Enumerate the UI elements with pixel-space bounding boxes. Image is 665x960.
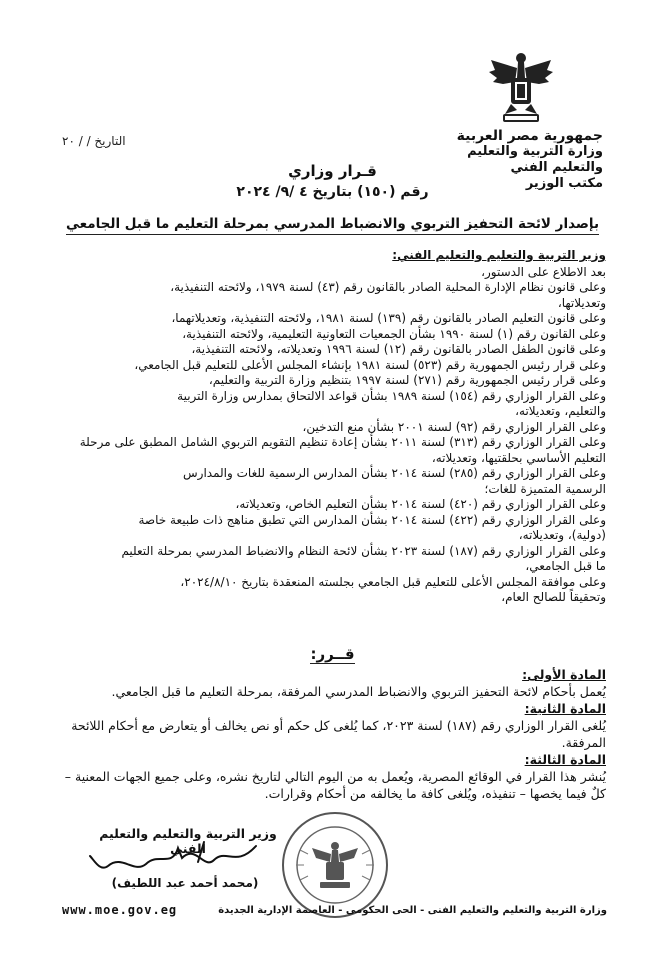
preamble (58, 248, 606, 606)
preamble-line: وتعديلاتها، (557, 295, 606, 310)
article-text: يُعمل بأحكام لائحة التحفيز التربوي والانضباط المدرسي المرفقة، بمرحلة التعليم ما قبل الجامعي. (111, 684, 606, 699)
preamble-line: وعلى القرار الوزاري رقم (١٥٤) لسنة ١٩٨٩ بشأن قواعد الالتحاق بمدارس وزارة التربية (177, 388, 606, 403)
article-text: يُلغى القرار الوزاري رقم (١٨٧) لسنة ٢٠٢٣، كما يُلغى كل حكم أو نص يخالف أو يتعارض مع أحكام اللائحة المرفقة. (71, 718, 606, 750)
preamble-line: وعلى القرار الوزاري رقم (١٨٧) لسنة ٢٠٢٣ بشأن لائحة النظام والانضباط المدرسي بمرحلة التعليم (121, 543, 606, 558)
preamble-line: وعلى قانون نظام الإدارة المحلية الصادر بالقانون رقم (٤٣) لسنة ١٩٧٩، ولائحته التنفيذية، (170, 280, 606, 294)
preamble-line: الرسمية المتميزة للغات؛ (484, 481, 606, 496)
ministry-website: www.moe.gov.eg (62, 903, 178, 917)
preamble-line: وعلى قرار رئيس الجمهورية رقم (٥٢٣) لسنة ١٩٨١ بإنشاء المجلس الأعلى للتعليم قبل الجامعي، (134, 357, 606, 372)
signer-title: وزير التربية والتعليم والتعليم الفني (99, 826, 277, 856)
preamble-line: وعلى القرار الوزاري رقم (٤٢٠) لسنة ٢٠١٤ بشأن التعليم الخاص، وتعديلاته، (235, 497, 606, 511)
decree-title: قـرار وزاري (288, 162, 377, 180)
decree-subject-text: بإصدار لائحة التحفيز التربوي والانضباط المدرسي بمرحلة التعليم ما قبل الجامعي (66, 216, 599, 235)
preamble-line: بعد الاطلاع على الدستور، (481, 264, 606, 279)
date-field: التاريخ / / ٢٠ (62, 134, 126, 148)
preamble-line: (دولية)، وتعديلاته، (518, 528, 606, 542)
preamble-line: والتعليم، وتعديلاته، (515, 404, 606, 418)
handwritten-signature-icon (86, 838, 266, 878)
decree-number-line: رقم (١٥٠) بتاريخ ٤ /٩/ ٢٠٢٤ (236, 184, 429, 200)
article-title: المادة الأولى: (522, 667, 606, 682)
article-title: المادة الثالثة: (524, 752, 606, 767)
office-name: مكتب الوزير (525, 176, 603, 191)
article-title: المادة الثانية: (524, 701, 606, 716)
egypt-eagle-emblem-icon (487, 48, 555, 126)
preamble-line: وعلى قرار رئيس الجمهورية رقم (٢٧١) لسنة ١٩٩٧ بتنظيم وزارة التربية والتعليم، (208, 373, 606, 387)
ministry-name: وزارة التربية والتعليم والتعليم الفني (467, 144, 603, 175)
decree-subject (0, 216, 665, 232)
preamble-line: وعلى القرار الوزاري رقم (٣١٣) لسنة ٢٠١١ بشأن إعادة تنظيم التقويم التربوي الشامل المطبق على مرحلة (79, 435, 606, 449)
decides-heading (0, 645, 665, 663)
preamble-line: وعلى القانون رقم (١) لسنة ١٩٩٠ بشأن الجمعيات التعاونية التعليمية، ولائحته التنفيذية، (182, 326, 606, 341)
preamble-line: التعليم الأساسي بحلقتيها، وتعديلاته، (431, 450, 606, 465)
official-seal-icon (280, 810, 390, 920)
preamble-line: وعلى قانون التعليم الصادر بالقانون رقم (١٣٩) لسنة ١٩٨١، ولائحته التنفيذية، وتعديلاتهما، (171, 311, 606, 325)
preamble-line: ما قبل الجامعي، (525, 559, 606, 573)
preamble-line: وتحقيقاً للصالح العام، (501, 590, 606, 604)
decides-text: قــرر: (310, 645, 355, 663)
signer-name: (محمد أحمد عبد اللطيف) (111, 876, 259, 890)
preamble-line: وعلى القرار الوزاري رقم (٤٢٢) لسنة ٢٠١٤ بشأن المدارس التي تطبق مناهج ذات طبيعة خاصة (138, 512, 606, 527)
ministry-header (428, 128, 603, 192)
preamble-line: وعلى القرار الوزاري رقم (٢٨٥) لسنة ٢٠١٤ بشأن المدارس الرسمية للغات والمدارس (183, 466, 606, 480)
preamble-line: وعلى القرار الوزاري رقم (٩٢) لسنة ٢٠٠١ بشأن منع التدخين، (302, 419, 606, 434)
article-text: يُنشر هذا القرار في الوقائع المصرية، ويُعمل به من اليوم التالي لتاريخ نشره، وعلى جميع الجهات المعنية – كلٌ فيما يخصها – تنفيذه، ويُلغى كافة ما يخالفه من أحكام وقرارات. (64, 769, 606, 801)
preamble-line: وعلى قانون الطفل الصادر بالقانون رقم (١٢) لسنة ١٩٩٦ وتعديلاته، ولائحته التنفيذية، (191, 342, 606, 356)
minister-heading: وزير التربية والتعليم والتعليم الفني: (392, 248, 606, 262)
country-name: جمهورية مصر العربية (456, 128, 603, 144)
articles (58, 666, 606, 802)
preamble-line: وعلى موافقة المجلس الأعلى للتعليم قبل الجامعي بجلسته المنعقدة بتاريخ ٢٠٢٤/٨/١٠، (180, 574, 606, 589)
ministry-address: وزارة التربية والتعليم والتعليم الفنى - الحى الحكومى - العاصمة الإدارية الجديدة (218, 905, 607, 916)
